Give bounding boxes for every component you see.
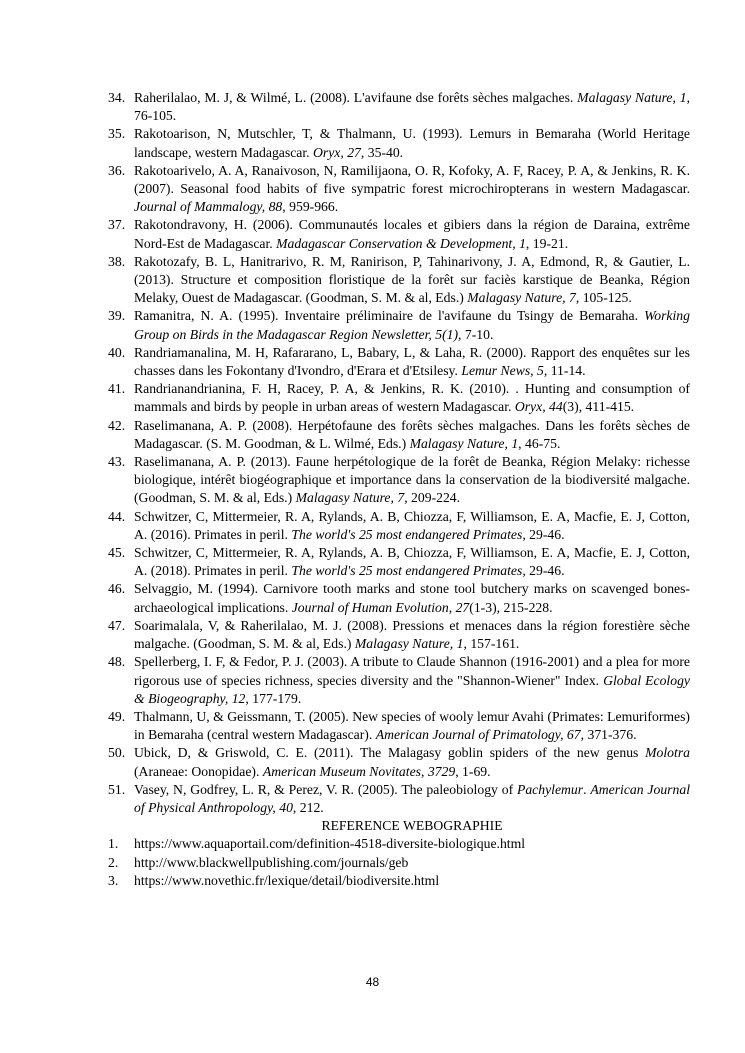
bibliography-references bbox=[108, 89, 690, 817]
webography-list bbox=[108, 835, 690, 890]
reference-italic-segment: Malagasy Nature, 7 bbox=[467, 290, 576, 306]
reference-segment: Randriamanalina, M. H, Rafararano, L, Babary, L, & Laha, R. (2000). Rapport des enquêtes sur les chasses dans les Fokontany d'Ivondro, d'Erara et d'Etsilesy. bbox=[134, 344, 690, 379]
reference-item bbox=[108, 453, 690, 508]
page-number: 48 bbox=[365, 975, 380, 989]
reference-number: 51. bbox=[108, 781, 126, 797]
reference-italic-segment: Pachylemur bbox=[516, 781, 584, 797]
reference-segment: , 76-105. bbox=[134, 90, 690, 124]
reference-number: 39. bbox=[108, 308, 126, 324]
reference-segment: , 209-224. bbox=[404, 490, 461, 506]
reference-italic-segment: Working Group on Birds in the Madagascar Region Newsletter, 5(1) bbox=[134, 308, 690, 342]
reference-text bbox=[134, 744, 690, 780]
webography-item bbox=[108, 835, 690, 853]
reference-segment: Randrianandrianina, F. H, Racey, P. A, & Jenkins, R. K. (2010). . Hunting and consumption of mammals and birds by people in urban areas of western Madagascar. bbox=[134, 381, 690, 415]
reference-number: 37. bbox=[108, 217, 126, 233]
reference-number: 36. bbox=[108, 162, 126, 178]
reference-segment: , 157-161. bbox=[463, 636, 520, 652]
reference-item bbox=[108, 544, 690, 580]
reference-number: 46. bbox=[108, 581, 126, 597]
reference-item bbox=[108, 781, 690, 817]
reference-text bbox=[134, 253, 690, 308]
reference-segment: Selvaggio, M. (1994). Carnivore tooth marks and stone tool butchery marks on scavenged bones-archaeological implications. bbox=[134, 581, 690, 615]
webography-title: REFERENCE WEBOGRAPHIE bbox=[321, 818, 503, 834]
reference-segment: Schwitzer, C, Mittermeier, R. A, Rylands, A. B, Chiozza, F, Williamson, E. A, Macfie, E. J, Cotton, A. (2018). Primates in peril. bbox=[134, 545, 690, 579]
reference-item bbox=[108, 744, 690, 780]
reference-text bbox=[134, 344, 690, 380]
reference-number: 43. bbox=[108, 454, 126, 470]
reference-item bbox=[108, 162, 690, 217]
reference-italic-segment: Malagasy Nature, 1 bbox=[577, 90, 687, 105]
reference-text bbox=[134, 417, 690, 453]
reference-segment: . bbox=[583, 781, 591, 797]
reference-segment: Rakotozafy, B. L, Hanitrarivo, R. M, Ranirison, P, Tahinarivony, J. A, Edmond, R, & Gautier, L. (2013). Structure et composition floristique de la forêt sur faciès karstique de Beanka, Région Melaky, Ouest de Madagascar. (Goodman, S. M. & al, Eds.) bbox=[134, 253, 690, 306]
reference-italic-segment: American Museum Novitates, 3729 bbox=[262, 763, 456, 779]
reference-italic-segment: Malagasy Nature, 1 bbox=[409, 435, 519, 451]
reference-segment: , 35-40. bbox=[360, 144, 404, 160]
reference-italic-segment: Malagasy Nature, 1 bbox=[354, 636, 464, 652]
reference-text bbox=[134, 508, 690, 544]
reference-text bbox=[134, 708, 690, 744]
reference-item bbox=[108, 125, 690, 161]
reference-item bbox=[108, 617, 690, 653]
webography-number: 2. bbox=[108, 854, 119, 870]
reference-number: 41. bbox=[108, 381, 126, 397]
reference-segment: , 7-10. bbox=[458, 326, 494, 342]
reference-segment: Rakotoarison, N, Mutschler, T, & Thalmann, U. (1993). Lemurs in Bemaraha (World Heritage landscape, western Madagascar. bbox=[134, 126, 690, 160]
reference-segment: Thalmann, U, & Geissmann, T. (2005). New species of wooly lemur Avahi (Primates: Lemuriformes) in Bemaraha (central western Madagascar). bbox=[134, 708, 690, 743]
reference-segment: Rakotondravony, H. (2006). Communautés locales et gibiers dans la région de Daraina, extrême Nord-Est de Madagascar. bbox=[134, 217, 690, 251]
reference-italic-segment: Journal of Human Evolution, 27 bbox=[291, 599, 470, 615]
reference-text bbox=[134, 617, 690, 653]
reference-segment: , 29-46. bbox=[522, 526, 565, 542]
reference-segment: Raselimanana, A. P. (2008). Herpétofaune des forêts sèches malgaches. Dans les forêts sèches de Madagascar. (S. M. Goodman, & L. Wilmé, Eds.) bbox=[134, 417, 690, 451]
reference-number: 50. bbox=[108, 745, 126, 761]
reference-segment: , 1-69. bbox=[455, 763, 491, 779]
reference-item bbox=[108, 253, 690, 308]
reference-segment: , 371-376. bbox=[580, 727, 637, 743]
reference-segment: Raherilalao, M. J, & Wilmé, L. (2008). L'avifaune dse forêts sèches malgaches. bbox=[134, 90, 578, 105]
reference-italic-segment: Global Ecology & Biogeography, 12 bbox=[134, 672, 690, 706]
reference-segment: Raselimanana, A. P. (2013). Faune herpétologique de la forêt de Beanka, Région Melaky: richesse biologique, intérêt biogéographique et importance dans la conservation de la biodiversité malgache. (Goodman, S. M. & al, Eds.) bbox=[134, 454, 690, 506]
reference-number: 49. bbox=[108, 708, 126, 724]
reference-segment: , 177-179. bbox=[245, 690, 302, 706]
reference-italic-segment: Oryx, 27 bbox=[313, 144, 361, 160]
reference-text bbox=[134, 544, 690, 580]
reference-number: 34. bbox=[108, 90, 126, 105]
reference-italic-segment: Malagasy Nature, 7 bbox=[295, 490, 405, 506]
reference-italic-segment: Lemur News, 5 bbox=[461, 363, 544, 379]
webography-item bbox=[108, 854, 690, 872]
reference-item bbox=[108, 653, 690, 708]
reference-item bbox=[108, 580, 690, 616]
reference-segment: (Araneae: Oonopidae). bbox=[134, 763, 263, 779]
reference-segment: Rakotoarivelo, A. A, Ranaivoson, N, Ramilijaona, O. R, Kofoky, A. F, Racey, P. A, & Jenkins, R. K. (2007). Seasonal food habits of five sympatric forest microchiropterans in western Madagascar. bbox=[134, 162, 690, 197]
reference-item bbox=[108, 708, 690, 744]
reference-number: 40. bbox=[108, 344, 126, 360]
reference-italic-segment: Molotra bbox=[645, 745, 690, 761]
reference-item bbox=[108, 89, 690, 125]
reference-text bbox=[134, 125, 690, 161]
reference-segment: Ramanitra, N. A. (1995). Inventaire préliminaire de l'avifaune du Tsingy de Bemaraha. bbox=[134, 308, 645, 324]
reference-segment: , 46-75. bbox=[518, 435, 561, 451]
reference-italic-segment: The world's 25 most endangered Primates bbox=[291, 526, 523, 542]
reference-segment: , 105-125. bbox=[575, 290, 632, 306]
reference-segment: Vasey, N, Godfrey, L. R, & Perez, V. R. (2005). The paleobiology of bbox=[134, 781, 517, 797]
webography-number: 3. bbox=[108, 872, 119, 888]
reference-number: 48. bbox=[108, 654, 126, 670]
reference-segment: Spellerberg, I. F, & Fedor, P. J. (2003). A tribute to Claude Shannon (1916-2001) and a plea for more rigorous use of species richness, species diversity and the "Shannon-Wiener" Index. bbox=[134, 654, 690, 688]
reference-italic-segment: American Journal of Primatology, 67 bbox=[375, 727, 581, 743]
reference-number: 44. bbox=[108, 508, 126, 524]
reference-italic-segment: Oryx, 44 bbox=[514, 399, 563, 415]
reference-text bbox=[134, 580, 690, 616]
webography-url[interactable]: http://www.blackwellpublishing.com/journals/geb bbox=[134, 854, 409, 870]
reference-italic-segment: Madagascar Conservation & Development, 1 bbox=[276, 235, 526, 251]
reference-segment: Soarimalala, V, & Raherilalao, M. J. (2008). Pressions et menaces dans la région forestière sèche malgache. (Goodman, S. M. & al, Eds.) bbox=[134, 617, 690, 652]
reference-number: 38. bbox=[108, 253, 126, 269]
reference-segment: , 11-14. bbox=[543, 363, 586, 379]
reference-segment: , 19-21. bbox=[525, 235, 569, 251]
reference-text bbox=[134, 307, 690, 343]
webography-item bbox=[108, 872, 690, 890]
reference-list bbox=[108, 89, 690, 890]
reference-italic-segment: Journal of Mammalogy, 88 bbox=[134, 199, 283, 215]
reference-text bbox=[134, 380, 690, 416]
reference-number: 47. bbox=[108, 617, 126, 633]
reference-item bbox=[108, 216, 690, 252]
reference-number: 42. bbox=[108, 417, 126, 433]
reference-text bbox=[134, 653, 690, 708]
reference-italic-segment: American Journal of Physical Anthropology, 40 bbox=[134, 781, 691, 815]
reference-item bbox=[108, 508, 690, 544]
reference-item bbox=[108, 307, 690, 343]
reference-item bbox=[108, 344, 690, 380]
reference-number: 35. bbox=[108, 126, 126, 142]
reference-text bbox=[134, 162, 690, 217]
reference-segment: Schwitzer, C, Mittermeier, R. A, Rylands, A. B, Chiozza, F, Williamson, E. A, Macfie, E. J, Cotton, A. (2016). Primates in peril. bbox=[134, 508, 690, 542]
webography-url[interactable]: https://www.aquaportail.com/definition-4518-diversite-biologique.html bbox=[134, 836, 526, 852]
reference-text bbox=[134, 216, 690, 252]
reference-segment: , 29-46. bbox=[522, 563, 565, 579]
reference-item bbox=[108, 380, 690, 416]
reference-segment: , 959-966. bbox=[282, 199, 339, 215]
webography-url[interactable]: https://www.novethic.fr/lexique/detail/biodiversite.html bbox=[134, 872, 440, 888]
webography-number: 1. bbox=[108, 836, 119, 852]
reference-segment: Ubick, D, & Griswold, C. E. (2011). The Malagasy goblin spiders of the new genus bbox=[134, 745, 646, 761]
reference-italic-segment: The world's 25 most endangered Primates bbox=[291, 563, 523, 579]
reference-text bbox=[134, 781, 690, 817]
reference-segment: (1-3), 215-228. bbox=[469, 599, 553, 615]
reference-text bbox=[134, 89, 690, 125]
reference-segment: (3), 411-415. bbox=[562, 399, 635, 415]
reference-segment: , 212. bbox=[292, 799, 324, 815]
reference-number: 45. bbox=[108, 545, 126, 561]
reference-text bbox=[134, 453, 690, 508]
reference-item bbox=[108, 417, 690, 453]
